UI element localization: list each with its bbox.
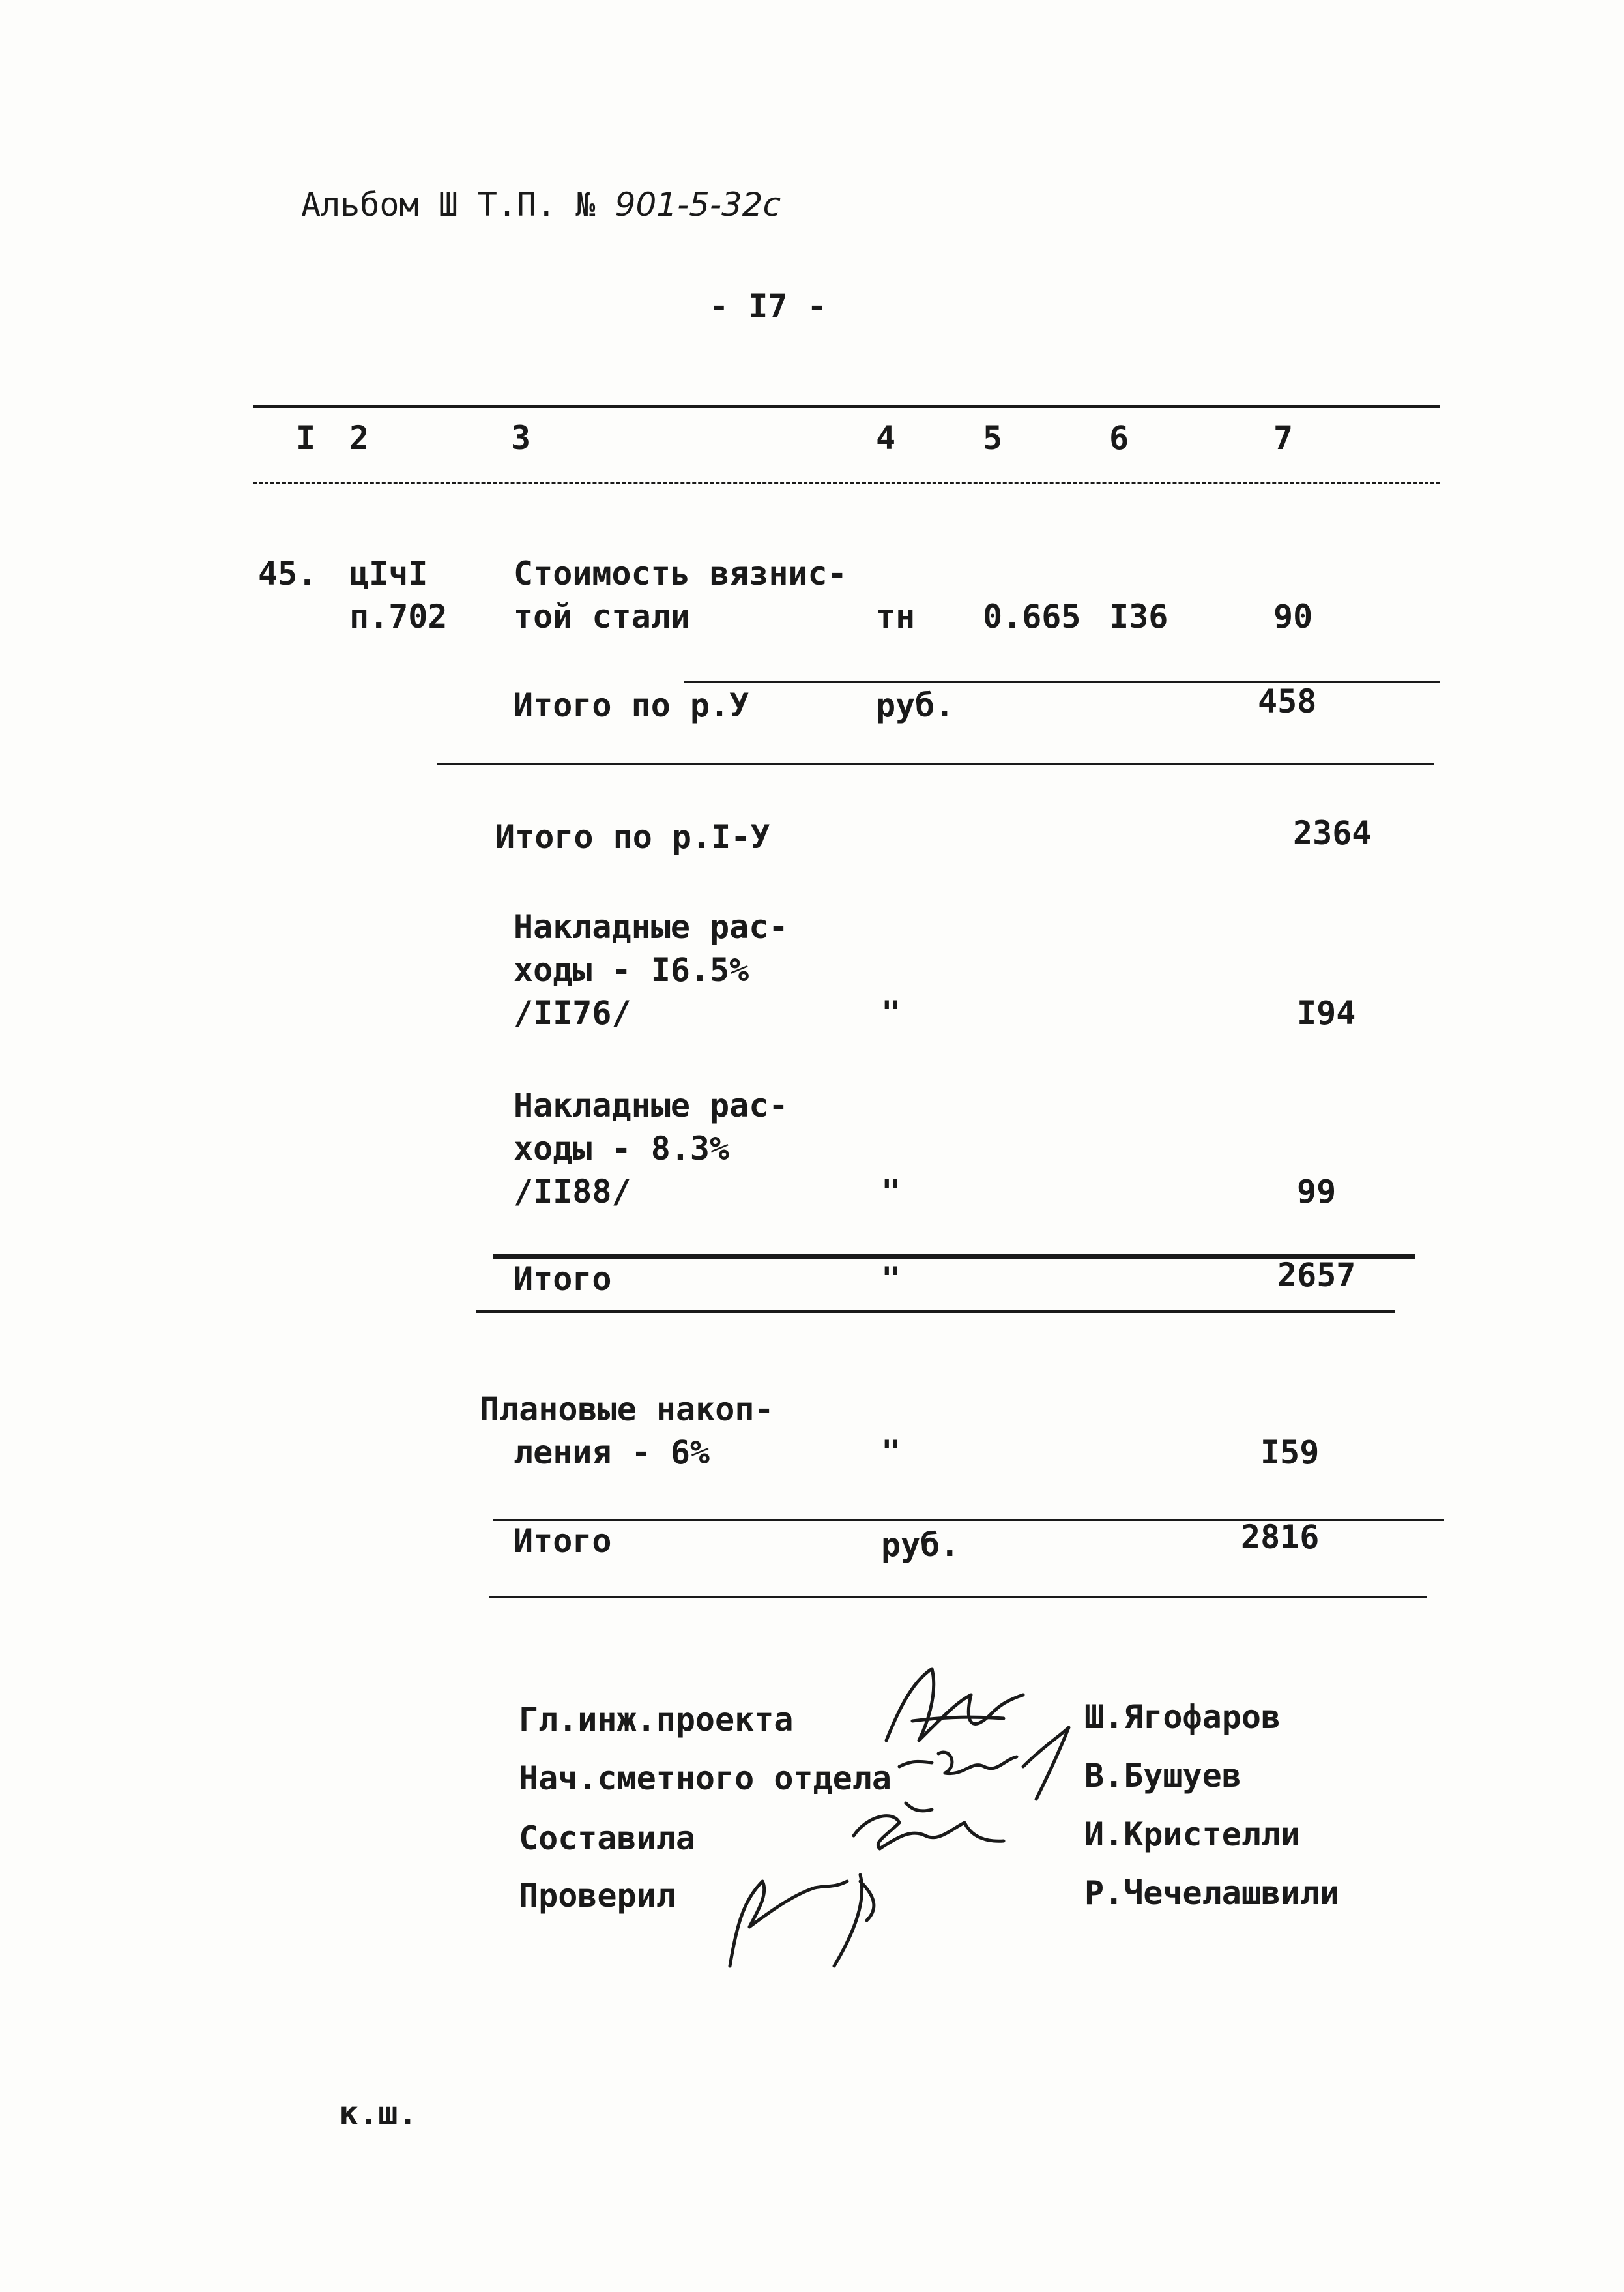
item45-total: 90 [1273,598,1313,636]
sig-role-2: Нач.сметного отдела [519,1759,892,1797]
item45-desc2: той стали [514,598,690,636]
total2-label: Итого [514,1522,612,1560]
album-prefix: Альбом Ш Т.П. № [301,186,596,224]
item45-ref2: п.702 [349,598,448,636]
total1-unit: " [881,1260,901,1298]
item45-qty: 0.665 [983,598,1081,636]
sig-name-2: В.Бушуев [1084,1757,1241,1795]
planned-line2: ления - 6% [514,1433,710,1471]
overhead1-line1: Накладные рас- [514,908,789,946]
handwritten-signature-4 [704,1849,899,1979]
rule-before-subtotal-v [684,681,1440,683]
sig-name-3: И.Кристелли [1084,1815,1301,1853]
sig-name-1: Ш.Ягофаров [1084,1698,1281,1736]
total2-unit: руб. [881,1526,960,1564]
subtotal-1-5-label: Итого по р.I-У [495,818,770,856]
overhead1-line3: /II76/ [514,994,631,1032]
total1-value: 2657 [1277,1256,1356,1294]
subtotal-v-label: Итого по р.У [514,686,749,724]
album-number: 901-5-32с [615,186,781,224]
item45-desc1: Стоимость вязнис- [514,555,847,593]
subtotal-1-5-value: 2364 [1293,814,1372,852]
page-number: - I7 - [709,287,827,325]
item45-ref1: цIчI [349,555,428,593]
total1-label: Итого [514,1260,612,1298]
overhead1-line2: ходы - I6.5% [514,951,749,989]
table-top-rule [253,405,1440,408]
col-3: 3 [511,419,531,457]
header-bottom-rule [253,482,1440,484]
overhead2-line3: /II88/ [514,1173,631,1211]
col-7: 7 [1273,419,1294,457]
overhead2-value: 99 [1297,1173,1337,1211]
col-1: I [296,419,316,457]
sig-role-4: Проверил [519,1877,676,1915]
overhead1-unit: " [881,994,901,1032]
footer-mark: к.ш. [339,2094,418,2132]
planned-unit: " [881,1433,901,1471]
planned-value: I59 [1260,1433,1320,1471]
sig-role-1: Гл.инж.проекта [519,1701,794,1739]
rule-after-total2 [489,1596,1427,1598]
item45-num: 45. [258,555,317,593]
rule-after-subtotal-v [437,763,1434,765]
album-title [301,184,781,226]
subtotal-v-unit: руб. [876,686,955,724]
total2-value: 2816 [1241,1518,1320,1556]
sig-role-3: Составила [519,1819,695,1857]
overhead1-value: I94 [1297,994,1356,1032]
overhead2-line2: ходы - 8.3% [514,1130,730,1168]
sig-name-4: Р.Чечелашвили [1084,1874,1340,1912]
rule-after-total1 [476,1310,1395,1313]
overhead2-unit: " [881,1173,901,1211]
col-4: 4 [876,419,896,457]
col-6: 6 [1109,419,1129,457]
planned-line1: Плановые накоп- [480,1390,774,1428]
col-2: 2 [349,419,370,457]
overhead2-line1: Накладные рас- [514,1087,789,1124]
col-5: 5 [983,419,1003,457]
subtotal-v-value: 458 [1258,683,1317,720]
item45-price: I36 [1109,598,1168,636]
item45-unit: тн [876,598,916,636]
